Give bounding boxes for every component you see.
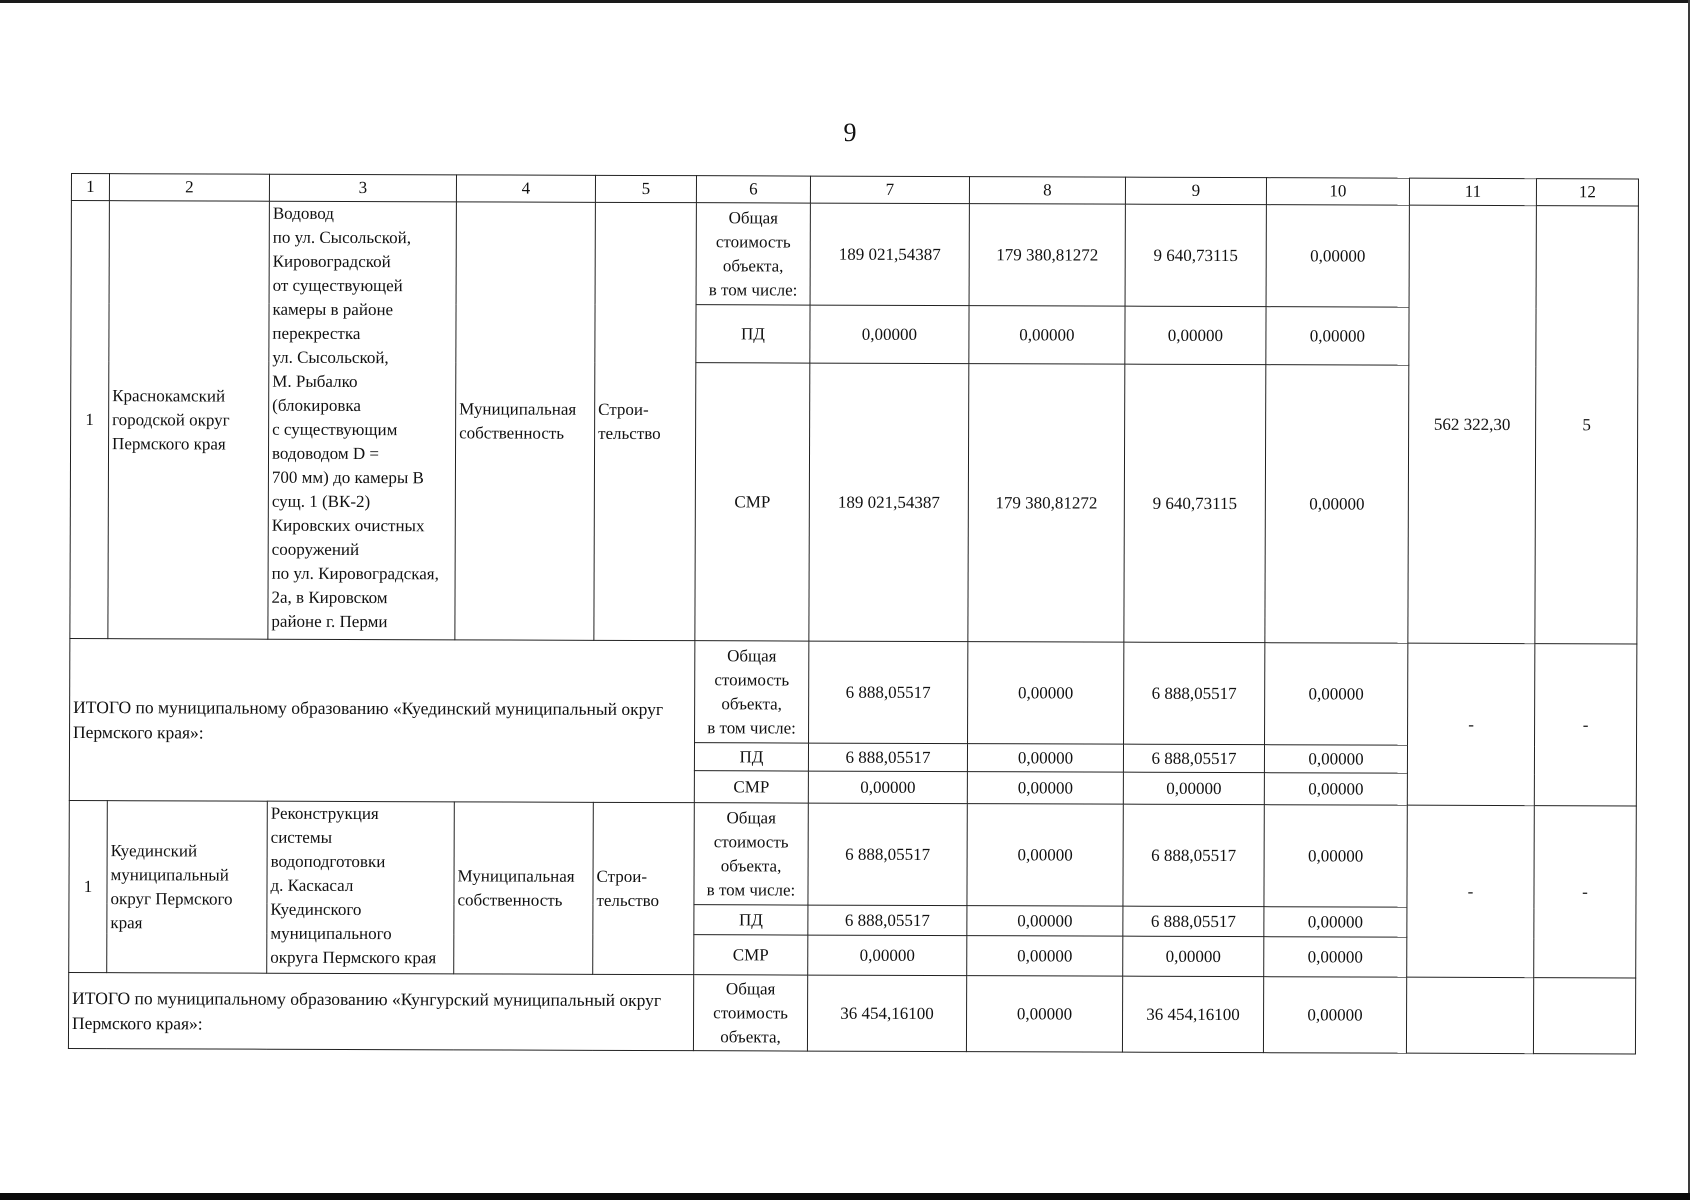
- col11-cell: [1406, 977, 1533, 1053]
- text-line: в том числе:: [708, 279, 798, 300]
- value-cell: 6 888,05517: [1124, 642, 1265, 744]
- value-cell: 179 380,81272: [969, 204, 1125, 307]
- text-line: 2а, в Кировском: [271, 587, 388, 608]
- text-line: с существующим: [272, 419, 398, 440]
- table-row: [71, 201, 1638, 308]
- col12-cell: -: [1534, 644, 1637, 806]
- text-line: Общая: [728, 207, 779, 227]
- value-cell: 0,00000: [967, 744, 1123, 773]
- page-number: 9: [843, 118, 857, 147]
- text-line: по ул. Кировоградская,: [271, 563, 439, 584]
- text-line: края: [110, 912, 143, 932]
- col12-cell: 5: [1535, 206, 1639, 644]
- ownership-cell: Муниципальная собственность: [455, 202, 596, 640]
- value-cell: 0,00000: [967, 772, 1123, 805]
- header-cell: 9: [1125, 177, 1266, 204]
- object-name-cell: [268, 201, 457, 640]
- value-cell: 0,00000: [1263, 977, 1406, 1053]
- col12-cell: [1533, 978, 1635, 1054]
- value-cell: 0,00000: [1266, 205, 1409, 307]
- header-cell: 2: [109, 174, 269, 202]
- cost-label-cell: [693, 975, 807, 1051]
- text-line: д. Каскасал: [270, 875, 354, 895]
- ownership-cell: Муниципальная собственность: [454, 802, 594, 974]
- text-line: Общая: [727, 645, 777, 665]
- budget-table: [68, 173, 1639, 1054]
- text-line: Реконструкция: [270, 803, 379, 824]
- value-cell: 0,00000: [1125, 306, 1266, 364]
- header-cell: 5: [595, 175, 696, 202]
- text-line: Кировских очистных: [271, 515, 425, 536]
- pd-label-cell: ПД: [696, 305, 810, 363]
- total-label-cell: ИТОГО по муниципальному образованию «Кунгурский муниципальный округ Пермского края»:: [68, 972, 693, 1050]
- value-cell: 0,00000: [1123, 772, 1264, 804]
- value-cell: 0,00000: [1264, 773, 1407, 805]
- value-cell: 189 021,54387: [810, 203, 969, 306]
- text-line: Строи-: [598, 399, 649, 419]
- value-cell: 36 454,16100: [1122, 976, 1263, 1052]
- value-cell: 0,00000: [1265, 365, 1409, 643]
- text-line: объекта,: [720, 1026, 781, 1046]
- value-cell: 0,00000: [967, 936, 1123, 977]
- value-cell: 0,00000: [1264, 907, 1407, 937]
- total-label-cell: ИТОГО по муниципальному образованию «Куединский муниципальный округ Пермского края»:: [69, 638, 695, 802]
- value-cell: 0,00000: [1265, 643, 1408, 745]
- text-line: (блокировка: [272, 395, 362, 416]
- value-cell: 9 640,73115: [1125, 204, 1266, 306]
- table-row: [70, 638, 1637, 745]
- text-line: муниципального: [270, 923, 392, 944]
- value-cell: 36 454,16100: [807, 975, 966, 1052]
- text-line: водоподготовки: [270, 851, 386, 872]
- text-line: тельство: [598, 423, 661, 443]
- text-line: ул. Сысольской,: [272, 347, 389, 368]
- text-line: Водовод: [272, 203, 334, 223]
- work-type-cell: [594, 202, 697, 640]
- value-cell: 189 021,54387: [809, 363, 969, 642]
- cost-label-cell: [694, 803, 808, 905]
- header-cell: 4: [456, 175, 595, 202]
- table-row: [68, 972, 1635, 1053]
- text-line: системы: [270, 827, 333, 847]
- col11-cell: 562 322,30: [1408, 205, 1537, 643]
- smr-label-cell: СМР: [694, 935, 808, 975]
- text-line: Общая: [726, 807, 776, 827]
- value-cell: 0,00000: [808, 935, 967, 976]
- text-line: муниципальный: [110, 864, 229, 885]
- value-cell: 6 888,05517: [1123, 744, 1264, 772]
- pd-label-cell: ПД: [694, 905, 808, 935]
- value-cell: 0,00000: [1264, 937, 1407, 977]
- value-cell: 6 888,05517: [808, 803, 967, 906]
- value-cell: 0,00000: [1266, 307, 1409, 365]
- value-cell: 0,00000: [966, 976, 1122, 1053]
- col11-cell: -: [1407, 643, 1535, 805]
- col12-cell: -: [1534, 806, 1637, 978]
- value-cell: 0,00000: [808, 771, 967, 804]
- value-cell: 6 888,05517: [808, 743, 967, 772]
- header-cell: 10: [1266, 178, 1409, 205]
- value-cell: 0,00000: [967, 804, 1123, 907]
- object-name-cell: [267, 801, 455, 974]
- value-cell: 0,00000: [969, 306, 1125, 365]
- work-type-cell: [593, 802, 695, 974]
- smr-label-cell: СМР: [695, 363, 810, 641]
- cost-label-cell: [696, 203, 810, 305]
- header-cell: 1: [71, 174, 109, 201]
- value-cell: 6 888,05517: [1123, 804, 1264, 906]
- cost-label-cell: [695, 641, 809, 743]
- text-line: перекрестка: [272, 323, 361, 344]
- text-line: стоимость: [714, 669, 790, 690]
- text-line: Строи-: [596, 866, 648, 886]
- value-cell: 0,00000: [1264, 805, 1407, 907]
- text-line: округа Пермского края: [270, 947, 437, 968]
- text-line: стоимость: [713, 831, 789, 852]
- text-line: 700 мм) до камеры В: [271, 467, 424, 488]
- text-line: тельство: [596, 890, 660, 910]
- text-line: стоимость: [713, 1002, 788, 1023]
- text-line: районе г. Перми: [271, 611, 388, 632]
- text-line: объекта,: [720, 855, 782, 875]
- pd-label-cell: ПД: [694, 743, 808, 771]
- header-cell: 3: [269, 174, 456, 202]
- text-line: Куединский: [110, 840, 198, 860]
- text-line: камеры в районе: [272, 299, 394, 320]
- row-number: 1: [70, 201, 110, 639]
- text-line: М. Рыбалко: [272, 371, 358, 392]
- value-cell: 0,00000: [1123, 936, 1264, 976]
- header-cell: 7: [810, 176, 969, 204]
- value-cell: 6 888,05517: [809, 641, 968, 744]
- value-cell: 6 888,05517: [1123, 906, 1264, 936]
- text-line: от существующей: [272, 275, 403, 296]
- scan-edge-bottom: [0, 1193, 1690, 1200]
- value-cell: 0,00000: [1264, 745, 1407, 773]
- value-cell: 9 640,73115: [1124, 364, 1266, 642]
- text-line: Куединского: [270, 899, 362, 920]
- text-line: объекта,: [722, 255, 784, 275]
- scan-edge-top: [0, 0, 1690, 3]
- text-line: водоводом D =: [271, 443, 380, 464]
- smr-label-cell: СМР: [694, 771, 808, 803]
- header-cell: 6: [696, 176, 810, 203]
- table-row: [69, 800, 1636, 907]
- header-cell: 8: [969, 177, 1125, 205]
- text-line: в том числе:: [706, 879, 796, 900]
- text-line: по ул. Сысольской,: [272, 227, 412, 248]
- municipality-cell: Краснокамский городской округ Пермского края: [108, 201, 270, 640]
- header-cell: 12: [1536, 179, 1638, 206]
- text-line: объекта,: [721, 693, 782, 713]
- text-line: Кировоградской: [272, 251, 391, 272]
- row-number: 1: [69, 800, 108, 972]
- value-cell: 0,00000: [968, 642, 1124, 745]
- text-line: Общая: [725, 978, 776, 998]
- municipality-cell: [107, 801, 268, 974]
- value-cell: 0,00000: [810, 305, 969, 364]
- col11-cell: -: [1407, 805, 1535, 977]
- text-line: стоимость: [715, 231, 791, 252]
- header-cell: 11: [1409, 178, 1536, 205]
- text-line: в том числе:: [707, 717, 796, 738]
- text-line: сооружений: [271, 539, 360, 560]
- value-cell: 0,00000: [967, 906, 1123, 937]
- value-cell: 6 888,05517: [808, 905, 967, 936]
- text-line: округ Пермского: [110, 888, 233, 909]
- value-cell: 179 380,81272: [968, 364, 1125, 643]
- text-line: сущ. 1 (ВК-2): [271, 491, 371, 512]
